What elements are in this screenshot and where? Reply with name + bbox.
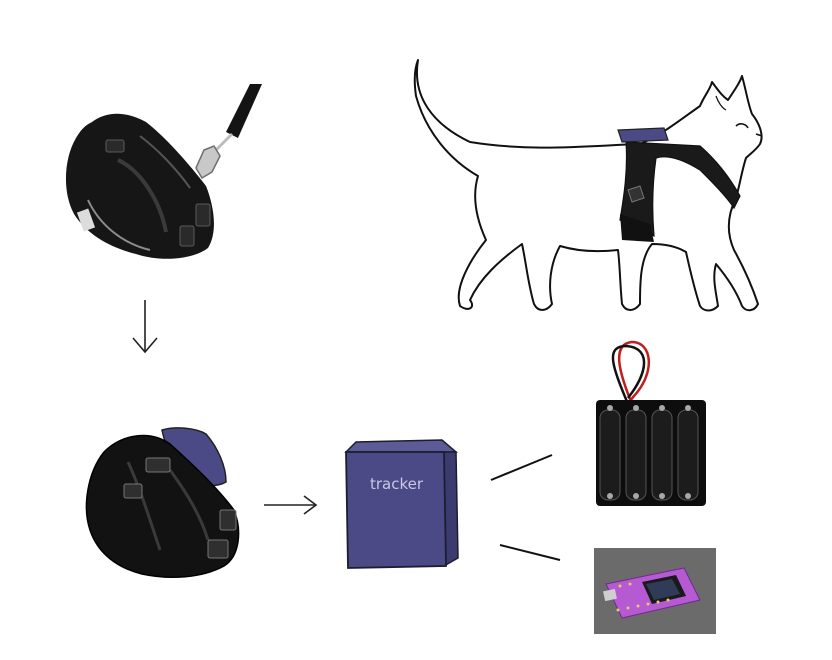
- cat-tracker: [618, 128, 668, 142]
- leash-strap: [226, 84, 262, 138]
- cat-outline: [415, 60, 762, 311]
- buckle-side: [196, 204, 210, 226]
- connector-to-board: [500, 545, 560, 560]
- right-arrow: [264, 496, 316, 514]
- cat-drawing: [415, 60, 762, 311]
- battery-holder: [596, 342, 706, 506]
- leash-clip: [196, 146, 220, 178]
- connector-to-battery: [491, 455, 552, 480]
- cat-eye: [736, 124, 748, 128]
- tracker-front-face: [346, 452, 446, 568]
- drawn-buckle-top: [146, 458, 170, 472]
- harness-drawing: [86, 428, 238, 577]
- tracker-box: [346, 440, 458, 568]
- buckle-bottom: [180, 226, 194, 246]
- buckle-top: [106, 140, 124, 152]
- drawn-buckle-mid: [124, 484, 142, 498]
- harness-photo: [66, 84, 262, 259]
- battery-wire-black: [613, 346, 644, 404]
- drawn-buckle-side: [220, 510, 236, 530]
- tracker-top-face: [346, 440, 456, 452]
- board-photo: [594, 548, 716, 634]
- drawn-buckle-bottom: [208, 540, 228, 558]
- tracker-label: tracker: [370, 475, 424, 493]
- down-arrow: [133, 300, 157, 352]
